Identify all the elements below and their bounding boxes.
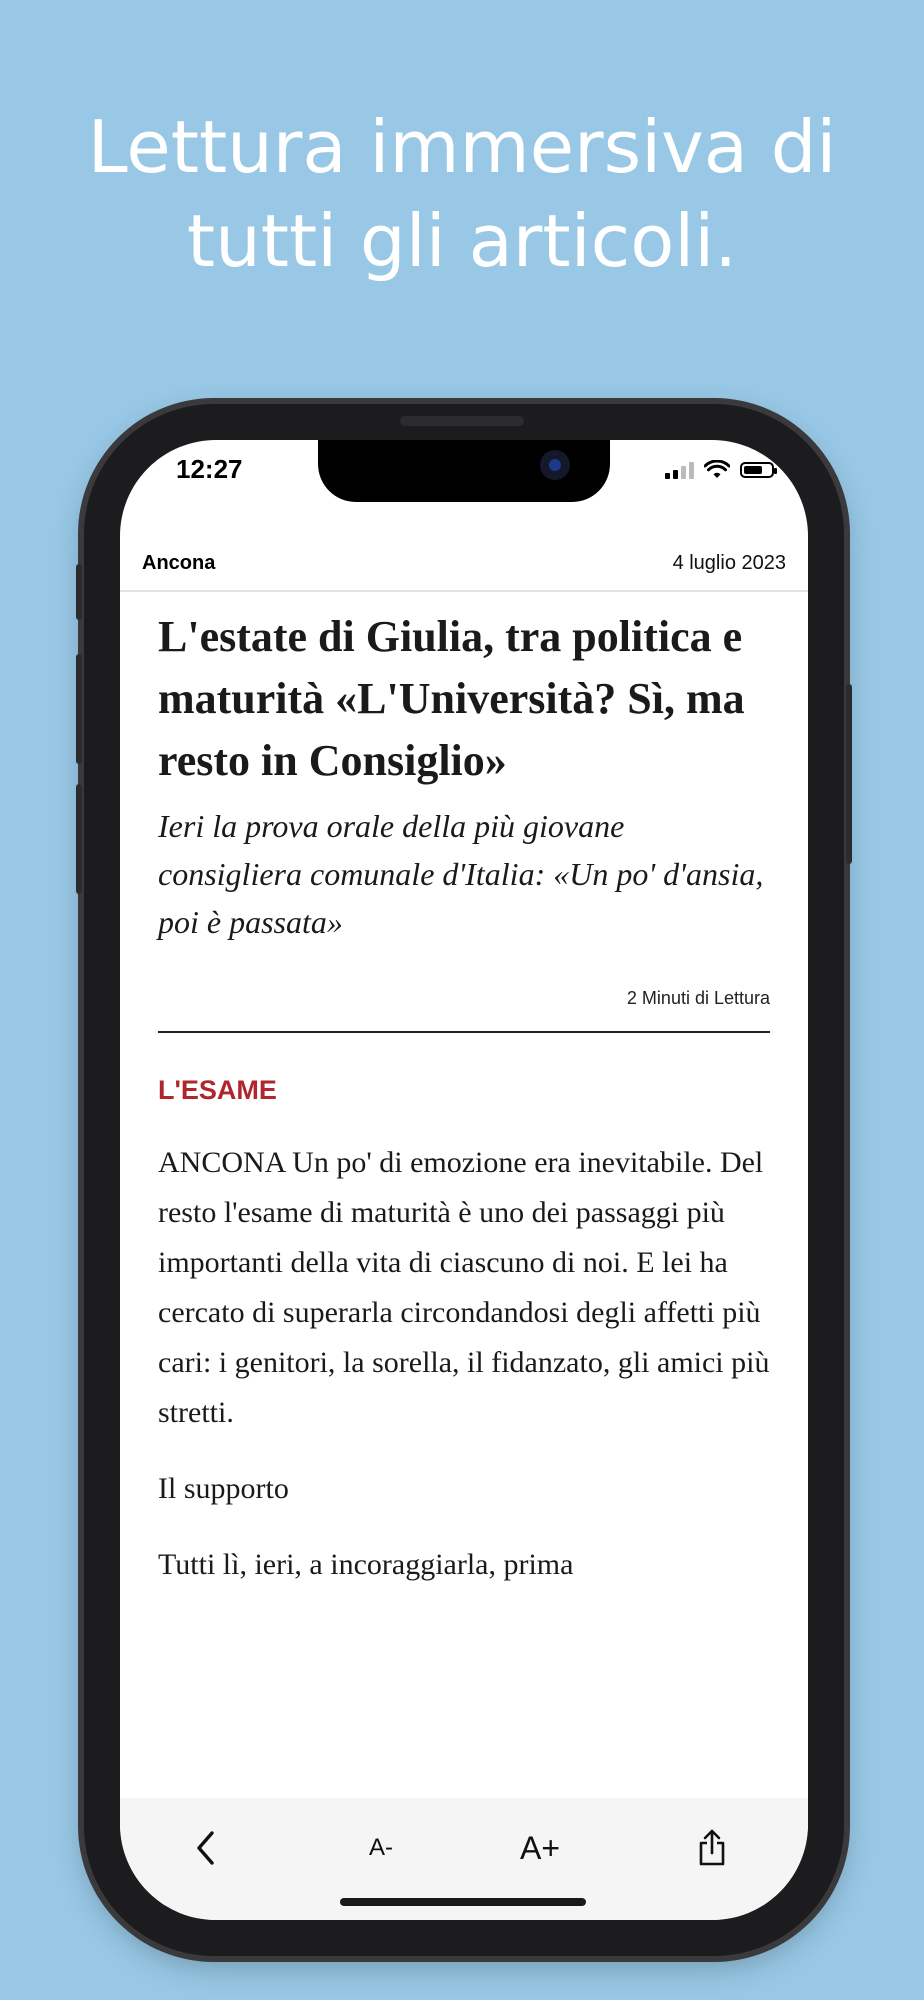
chevron-left-icon bbox=[195, 1830, 217, 1866]
reading-time: 2 Minuti di Lettura bbox=[626, 988, 770, 1008]
share-button[interactable] bbox=[690, 1826, 734, 1870]
promo-line-2: tutti gli articoli. bbox=[186, 199, 738, 283]
section-name[interactable]: Ancona bbox=[142, 552, 216, 574]
volume-up-button bbox=[76, 654, 82, 764]
phone-screen bbox=[120, 440, 808, 1920]
font-increase-button[interactable]: A+ bbox=[519, 1829, 561, 1866]
notch bbox=[318, 440, 610, 502]
font-decrease-button[interactable]: A- bbox=[369, 1834, 393, 1861]
body-paragraph: Tutti lì, ieri, a incoraggiarla, prima bbox=[158, 1548, 574, 1581]
promo-line-1: Lettura immersiva di bbox=[87, 105, 837, 189]
status-time: 12:27 bbox=[176, 454, 243, 484]
volume-down-button bbox=[76, 784, 82, 894]
wifi-icon bbox=[704, 460, 730, 480]
power-button bbox=[846, 684, 852, 864]
article-header bbox=[120, 538, 808, 592]
body-paragraph: ANCONA Un po' di emozione era inevitabile. Del resto l'esame di maturità è uno dei passaggi più importanti della vita di ciascuno di noi. E lei ha cercato di superarla circondandosi degli affetti più cari: i genitori, la sorella, il fidanzato, gli amici più stretti. bbox=[158, 1146, 770, 1429]
article-subheadline: Ieri la prova orale della più giovane consigliera comunale d'Italia: «Un po' d'ansia, poi è passata» bbox=[158, 808, 764, 940]
share-icon bbox=[697, 1829, 727, 1867]
phone-frame bbox=[84, 404, 844, 1956]
back-button[interactable] bbox=[184, 1826, 228, 1870]
silent-switch bbox=[76, 564, 82, 620]
article-body bbox=[158, 1138, 770, 1590]
divider bbox=[158, 1031, 770, 1033]
signal-icon bbox=[665, 461, 694, 479]
article-kicker: L'ESAME bbox=[158, 1075, 277, 1105]
article-date: 4 luglio 2023 bbox=[672, 552, 786, 574]
status-icons bbox=[665, 460, 774, 480]
article-headline: L'estate di Giulia, tra politica e maturità «L'Università? Sì, ma resto in Consiglio» bbox=[158, 612, 745, 785]
front-camera bbox=[540, 450, 570, 480]
promo-heading bbox=[0, 100, 924, 288]
body-paragraph: Il supporto bbox=[158, 1472, 289, 1505]
article-content bbox=[158, 600, 770, 1616]
speaker-grille bbox=[400, 416, 524, 426]
home-indicator[interactable] bbox=[340, 1898, 586, 1906]
battery-icon bbox=[740, 462, 774, 478]
